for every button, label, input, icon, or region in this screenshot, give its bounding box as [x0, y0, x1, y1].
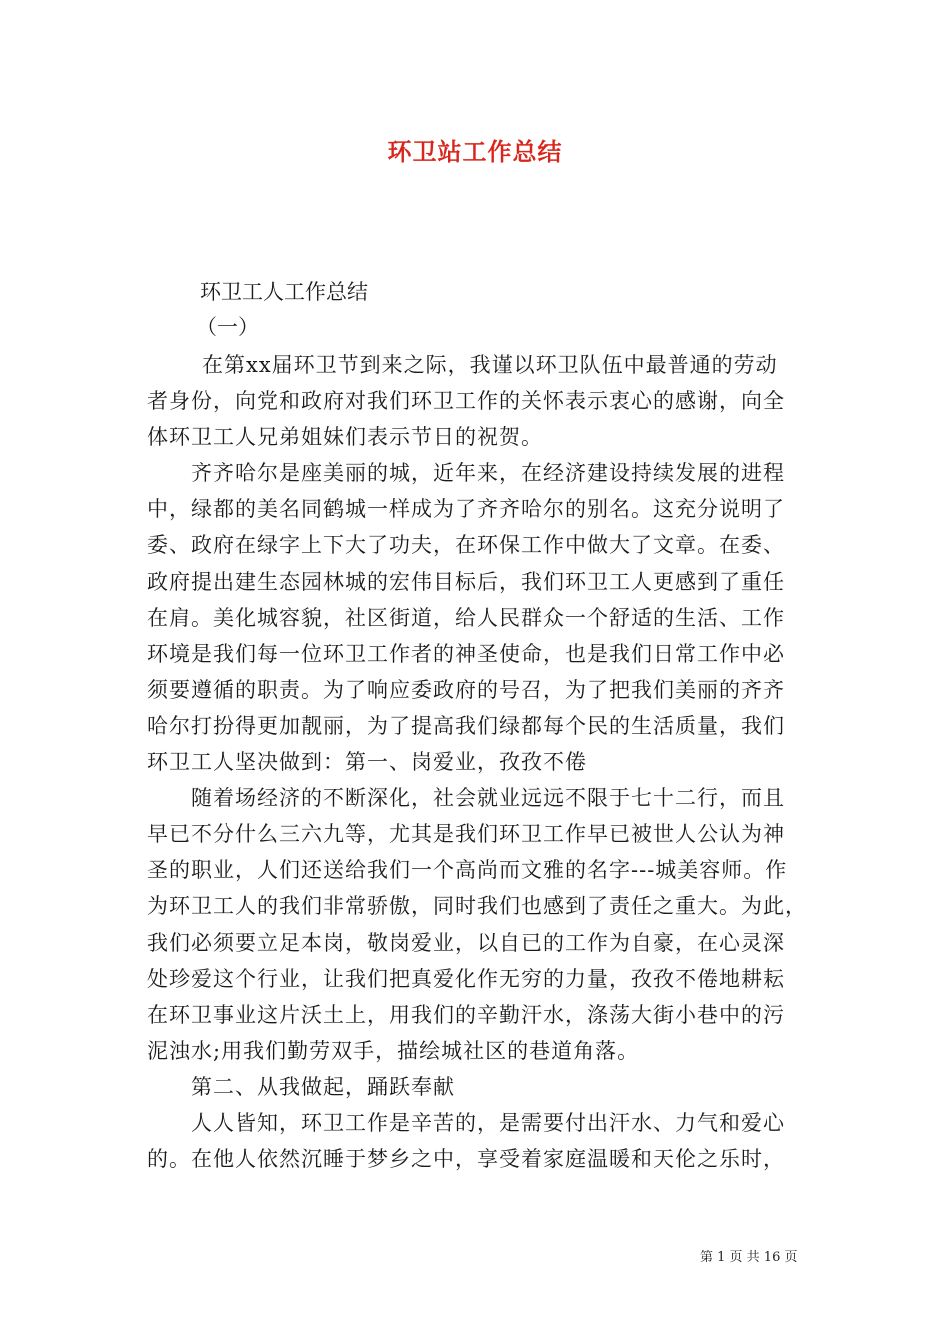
- document-title: 环卫站工作总结: [387, 137, 563, 166]
- body-line: 第二、从我做起，踊跃奉献: [147, 1074, 455, 1099]
- body-line: 在环卫事业这片沃土上，用我们的辛勤汗水，涤荡大街小巷中的污: [147, 1002, 785, 1027]
- subtitle: 环卫工人工作总结: [200, 280, 368, 304]
- body-text: [147, 347, 807, 1177]
- body-line: 为环卫工人的我们非常骄傲，同时我们也感到了责任之重大。为此，: [147, 894, 807, 919]
- page-footer: 第 1 页 共 16 页: [700, 1250, 798, 1265]
- body-line: 环境是我们每一位环卫工作者的神圣使命，也是我们日常工作中必: [147, 641, 785, 666]
- body-line: 哈尔打扮得更加靓丽，为了提高我们绿都每个民的生活质量，我们: [147, 713, 785, 738]
- body-line: 早已不分什么三六九等，尤其是我们环卫工作早已被世人公认为神: [147, 822, 785, 847]
- body-line: 政府提出建生态园林城的宏伟目标后，我们环卫工人更感到了重任: [147, 569, 785, 594]
- body-line: 泥浊水;用我们勤劳双手，描绘城社区的巷道角落。: [147, 1038, 640, 1063]
- body-line: 在第xx届环卫节到来之际，我谨以环卫队伍中最普通的劳动: [202, 353, 778, 377]
- body-line: 齐齐哈尔是座美丽的城，近年来，在经济建设持续发展的进程: [147, 461, 785, 486]
- body-line: 须要遵循的职责。为了响应委政府的号召，为了把我们美丽的齐齐: [147, 677, 785, 702]
- body-line: 环卫工人坚决做到：第一、岗爱业，孜孜不倦: [147, 750, 587, 775]
- body-line: 处珍爱这个行业，让我们把真爱化作无穷的力量，孜孜不倦地耕耘: [147, 966, 785, 991]
- body-line: 中，绿都的美名同鹤城一样成为了齐齐哈尔的别名。这充分说明了: [147, 497, 785, 522]
- body-line: 体环卫工人兄弟姐妹们表示节日的祝贺。: [147, 425, 543, 450]
- body-line: 委、政府在绿字上下大了功夫，在环保工作中做大了文章。在委、: [147, 533, 785, 558]
- body-line: 我们必须要立足本岗，敬岗爱业，以自已的工作为自豪，在心灵深: [147, 930, 785, 955]
- body-line: 人人皆知，环卫工作是辛苦的，是需要付出汗水、力气和爱心: [147, 1110, 785, 1135]
- body-line: 在肩。美化城容貌，社区街道，给人民群众一个舒适的生活、工作: [147, 605, 785, 630]
- section-heading: （一）: [196, 315, 259, 339]
- body-line: 圣的职业，人们还送给我们一个高尚而文雅的名字---城美容师。作: [147, 858, 788, 883]
- body-line: 者身份，向党和政府对我们环卫工作的关怀表示衷心的感谢，向全: [147, 389, 785, 414]
- body-line: 随着场经济的不断深化，社会就业远远不限于七十二行，而且: [147, 786, 785, 811]
- body-line: 的。在他人依然沉睡于梦乡之中，享受着家庭温暖和天伦之乐时，: [147, 1147, 785, 1172]
